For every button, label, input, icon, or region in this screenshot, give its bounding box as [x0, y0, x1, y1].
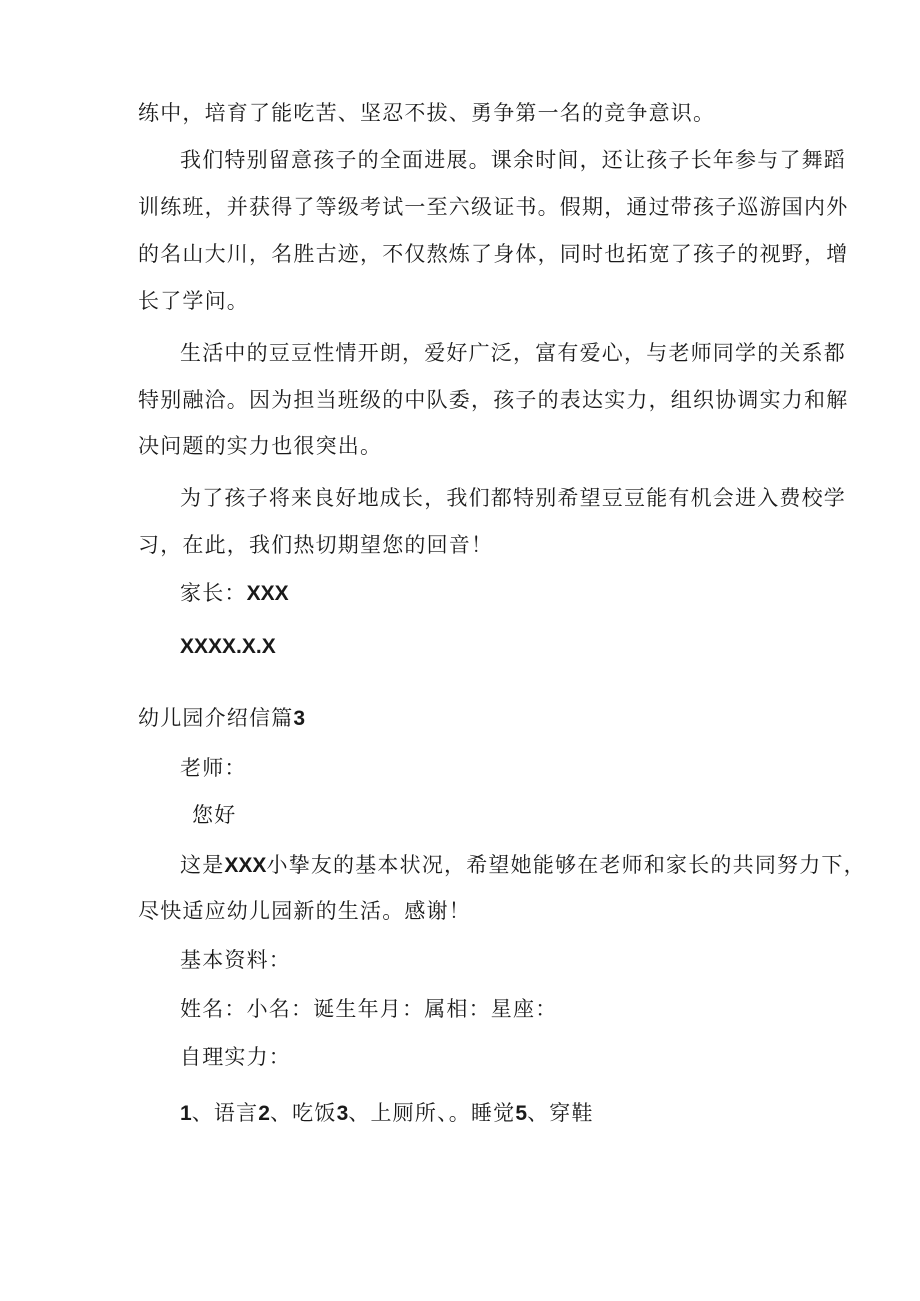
greeting: 您好 [192, 803, 237, 827]
section-title-number: 3 [293, 707, 306, 730]
self-care-item-number: 1 [180, 1102, 192, 1125]
section-title-text: 幼儿园介绍信篇 [138, 706, 294, 730]
paragraph-2-line-4: 长了学问。 [138, 289, 249, 313]
self-care-item-text: 、穿鞋 [527, 1101, 594, 1125]
basic-info-label: 基本资料： [180, 948, 291, 972]
paragraph-1-line-1: 练中，培育了能吃苦、坚忍不拔、勇争第一名的竞争意识。 [138, 101, 716, 125]
paragraph-3-line-3: 决问题的实力也很突出。 [138, 434, 383, 458]
self-care-item-number: 3 [336, 1102, 349, 1125]
intro-line-2: 尽快适应幼儿园新的生活。感谢！ [138, 899, 471, 923]
self-care-item-text: 、吃饭 [269, 1101, 337, 1125]
paragraph-3-line-2: 特别融洽。因为担当班级的中队委，孩子的表达实力，组织协调实力和解 [138, 388, 849, 412]
intro-line-1 [180, 851, 866, 880]
self-care-label: 自理实力： [180, 1045, 291, 1069]
signature-parent [180, 579, 289, 608]
paragraph-2-line-3: 的名山大川，名胜古迹，不仅熬炼了身体，同时也拓宽了孩子的视野，增 [138, 242, 849, 266]
self-care-item-number: 5 [515, 1102, 528, 1125]
signature-name: XXX [246, 582, 289, 605]
signature-date: XXXX.X.X [180, 635, 276, 658]
section-title [138, 704, 305, 733]
intro-name: XXX [224, 854, 267, 877]
basic-info-fields: 姓名：小名：诞生年月：属相：星座： [180, 997, 558, 1021]
self-care-item-number: 2 [258, 1102, 270, 1125]
self-care-items [180, 1099, 594, 1128]
self-care-item-text: 、上厕所、。睡觉 [348, 1101, 516, 1125]
signature-label: 家长： [180, 581, 247, 605]
self-care-item-text: 、语言 [191, 1101, 259, 1125]
intro-prefix: 这是 [180, 853, 225, 877]
salutation: 老师： [180, 756, 247, 780]
intro-line-1-rest: 小挚友的基本状况，希望她能够在老师和家长的共同努力下， [266, 853, 866, 877]
paragraph-2-line-2: 训练班，并获得了等级考试一至六级证书。假期，通过带孩子巡游国内外 [138, 195, 849, 219]
paragraph-4-line-2: 习，在此，我们热切期望您的回音！ [138, 533, 494, 557]
paragraph-3-line-1: 生活中的豆豆性情开朗，爱好广泛，富有爱心，与老师同学的关系都 [180, 341, 846, 365]
paragraph-2-line-1: 我们特别留意孩子的全面进展。课余时间，还让孩子长年参与了舞蹈 [180, 148, 846, 172]
paragraph-4-line-1: 为了孩子将来良好地成长，我们都特别希望豆豆能有机会进入费校学 [180, 486, 846, 510]
